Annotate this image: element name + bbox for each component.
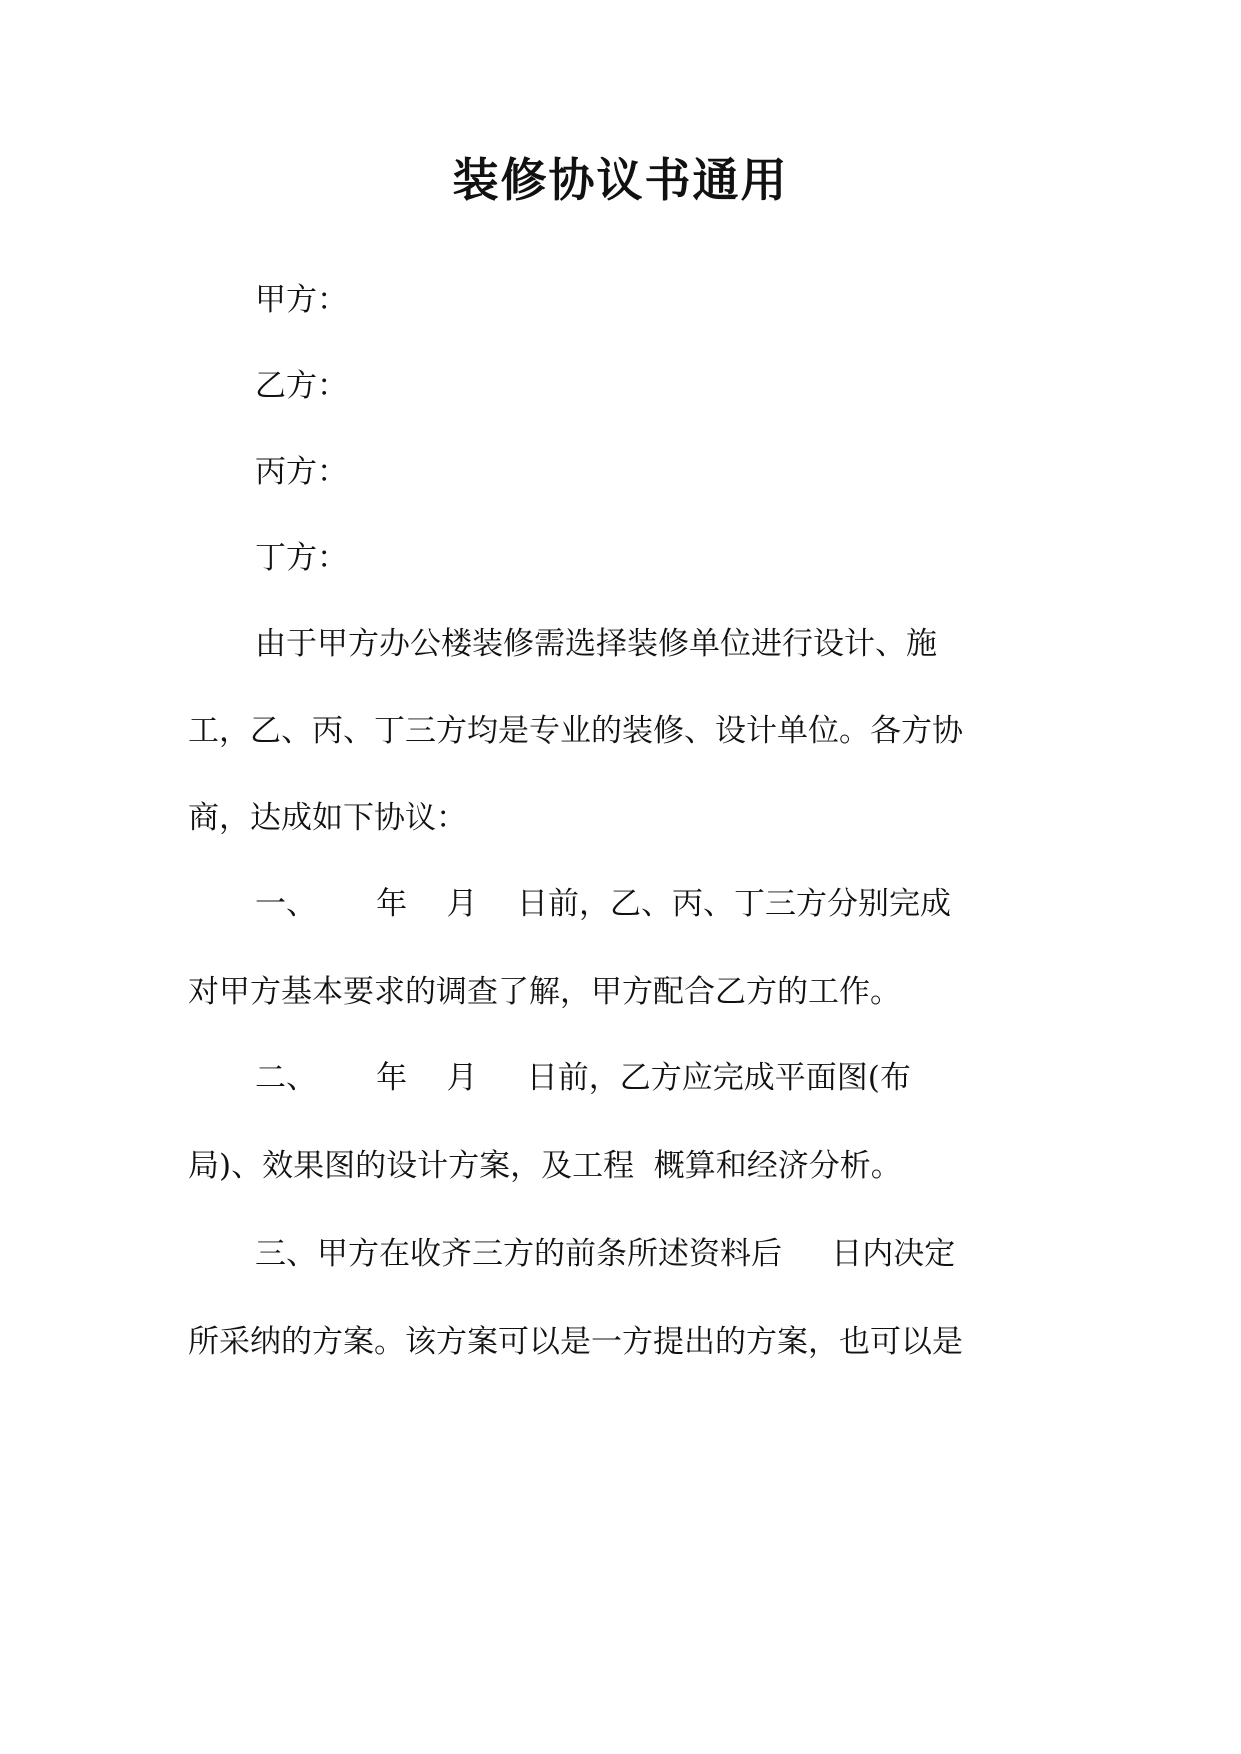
clause-2-line: 局)、效果图的设计方案，及工程 概算和经济分析。 <box>188 1148 902 1184</box>
paragraph-line: 商，达成如下协议： <box>188 800 467 836</box>
paragraph-line: 工，乙、丙、丁三方均是专业的装修、设计单位。各方协 <box>188 713 963 749</box>
clause-1-line: 一、 年 月 日前，乙、丙、丁三方分别完成 <box>255 886 951 922</box>
document-title: 装修协议书通用 <box>452 153 789 207</box>
party-a-line: 甲方： <box>255 282 348 318</box>
paragraph-line: 由于甲方办公楼装修需选择装修单位进行设计、施 <box>255 626 937 662</box>
party-b-line: 乙方： <box>255 368 348 404</box>
party-d-line: 丁方： <box>255 540 348 576</box>
party-c-line: 丙方： <box>255 454 348 490</box>
clause-3-line: 所采纳的方案。该方案可以是一方提出的方案，也可以是 <box>188 1324 963 1360</box>
clause-3-line: 三、甲方在收齐三方的前条所述资料后 日内决定 <box>255 1236 956 1272</box>
clause-2-line: 二、 年 月 日前，乙方应完成平面图(布 <box>255 1060 911 1096</box>
clause-1-line: 对甲方基本要求的调查了解，甲方配合乙方的工作。 <box>188 974 901 1010</box>
